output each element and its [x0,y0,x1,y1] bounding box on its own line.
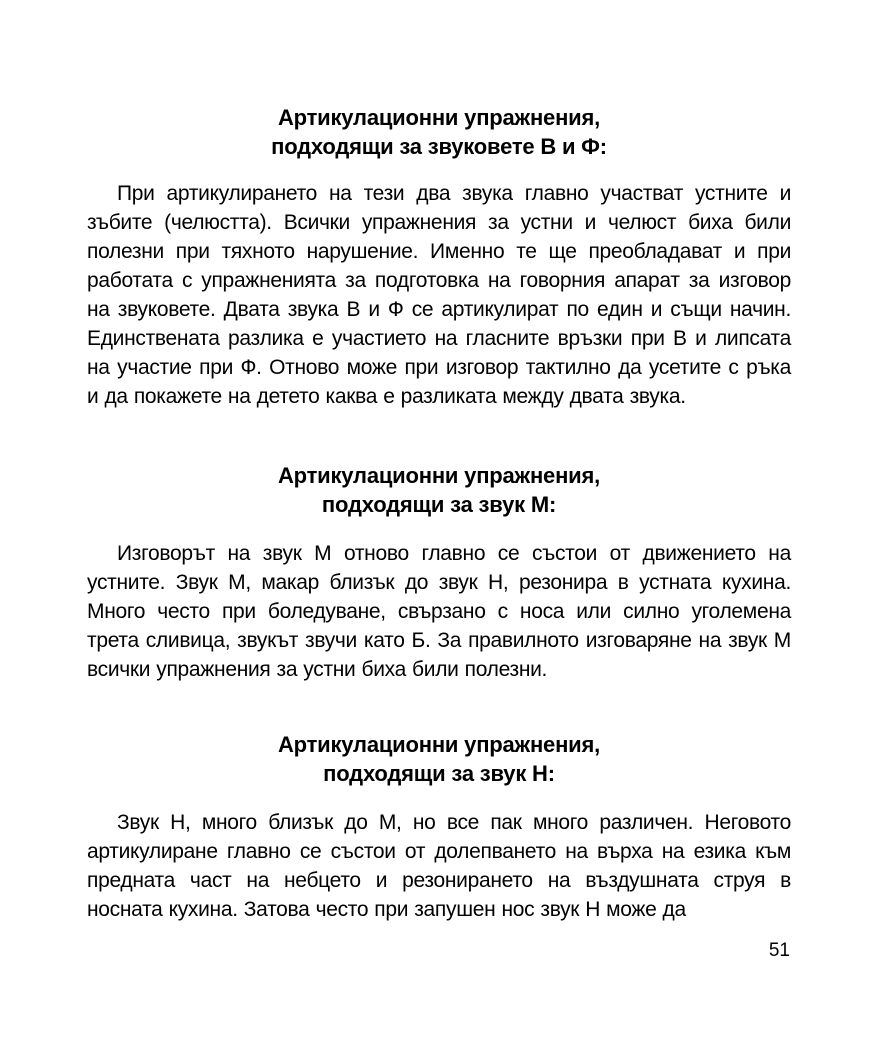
section-sound-m [87,461,791,684]
page-number: 51 [768,940,790,961]
section-heading-line-2: подходящи за звук М: [321,492,557,517]
section-paragraph-v-f: При артикулирането на тези два звука главно участват устните и зъбите (челюстта). Всички упражнения за устни и челюст биха били полезни при тяхното нарушение. Именно те ще преобладават и при работата с упражненията за подготовка на говорния апарат за изговор на звуковете. Двата звука В и Ф се артикулират по един и същи начин. Единствената разлика е участието на гласните връзки при В и липсата на участие при Ф. Отново може при изговор тактилно да усетите с ръка и да покажете на детето каква е разликата между двата звука. [87,182,791,408]
section-heading-line-2: подходящи за звук Н: [323,761,555,786]
section-heading-v-f [87,103,791,161]
section-paragraph-n: Звук Н, много близък до М, но все пак много различен. Неговото артикулиране главно се състои от долепването на върха на езика към предната част на небцето и резонирането на въздушната струя в носната кухина. Затова често при запушен нос звук Н може да [87,811,791,921]
section-sounds-v-f [87,103,791,411]
section-heading-m [87,461,791,519]
section-heading-line-2: подходящи за звуковете В и Ф: [271,134,607,159]
section-heading-line-1: Артикулационни упражнения, [277,105,601,130]
section-sound-n [87,730,791,924]
section-paragraph-m: Изговорът на звук М отново главно се състои от движението на устните. Звук М, макар близък до звук Н, резонира в устната кухина. Много често при боледуване, свързано с носа или силно уголемена трета сливица, звукът звучи като Б. За правилното изговаряне на звук М всички упражнения за устни биха били полезни. [87,542,791,681]
section-heading-line-1: Артикулационни упражнения, [277,732,601,757]
section-heading-line-1: Артикулационни упражнения, [277,463,601,488]
section-heading-n [87,730,791,788]
